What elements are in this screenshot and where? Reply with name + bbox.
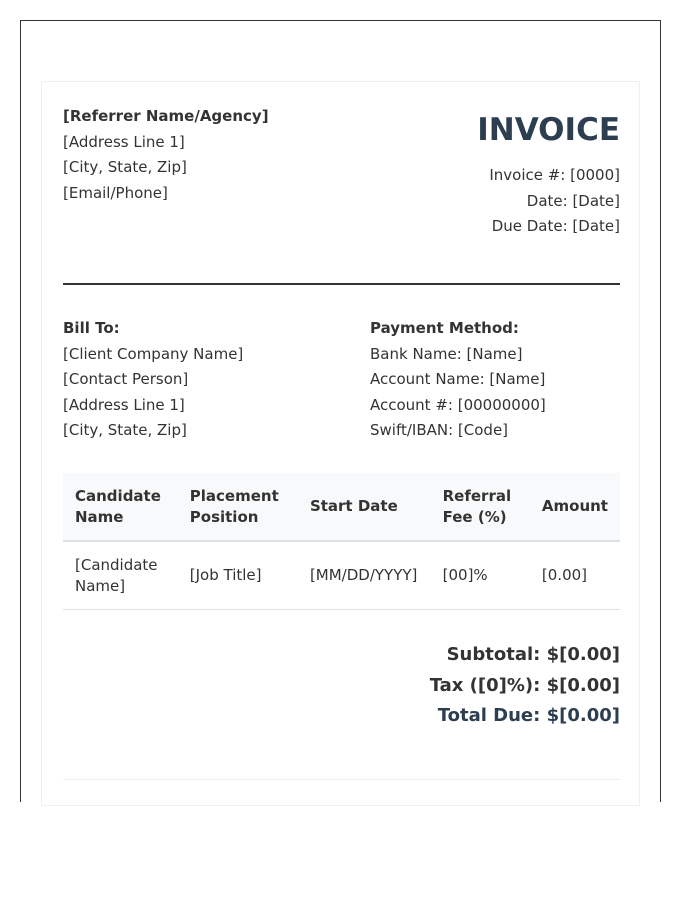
totals-section <box>430 640 620 732</box>
payment-swift: Swift/IBAN: [Code] <box>370 421 509 439</box>
bill-to-city: [City, State, Zip] <box>63 421 187 439</box>
invoice-card <box>41 81 640 806</box>
cell-start-date: [MM/DD/YYYY] <box>298 541 431 610</box>
payment-account-number: Account #: [00000000] <box>370 395 546 414</box>
bill-to-contact: [Contact Person] <box>63 370 189 388</box>
bill-to-company: [Client Company Name] <box>63 344 244 363</box>
subtotal: Subtotal: $[0.00] <box>446 644 620 665</box>
sender-address: [Address Line 1] <box>63 132 185 151</box>
table-header-row <box>63 473 620 541</box>
page-frame <box>20 20 661 802</box>
cell-amount: [0.00] <box>530 541 620 610</box>
tax: Tax ([0]%): $[0.00] <box>429 674 620 696</box>
invoice-title: INVOICE <box>477 112 620 148</box>
sender-city: [City, State, Zip] <box>63 158 187 176</box>
cell-referral-fee: [00]% <box>431 541 530 610</box>
sender-info <box>63 104 269 206</box>
bill-to-section <box>63 316 243 444</box>
total-due: Total Due: $[0.00] <box>437 705 620 726</box>
line-items-table <box>63 473 620 610</box>
header-start-date: Start Date <box>298 473 431 541</box>
header-placement-position: Placement Position <box>178 473 298 541</box>
cell-candidate-name: [Candidate Name] <box>63 541 178 610</box>
cell-placement-position: [Job Title] <box>178 541 298 610</box>
bill-to-address: [Address Line 1] <box>63 395 185 414</box>
footer-divider <box>63 779 620 780</box>
header-referral-fee: Referral Fee (%) <box>431 473 530 541</box>
payment-account-name: Account Name: [Name] <box>370 370 546 388</box>
bill-to-heading: Bill To: <box>63 319 120 337</box>
invoice-due-date: Due Date: [Date] <box>491 217 620 235</box>
invoice-meta <box>477 163 620 240</box>
invoice-date: Date: [Date] <box>526 191 620 210</box>
header-candidate-name: Candidate Name <box>63 473 178 541</box>
payment-bank: Bank Name: [Name] <box>370 344 523 363</box>
invoice-header <box>477 110 620 240</box>
sender-name: [Referrer Name/Agency] <box>63 107 269 125</box>
table-row <box>63 541 620 610</box>
payment-method-section <box>370 316 546 444</box>
payment-heading: Payment Method: <box>370 319 519 337</box>
invoice-number: Invoice #: [0000] <box>489 166 620 184</box>
header-divider <box>63 283 620 285</box>
sender-contact: [Email/Phone] <box>63 183 168 202</box>
header-amount: Amount <box>530 473 620 541</box>
